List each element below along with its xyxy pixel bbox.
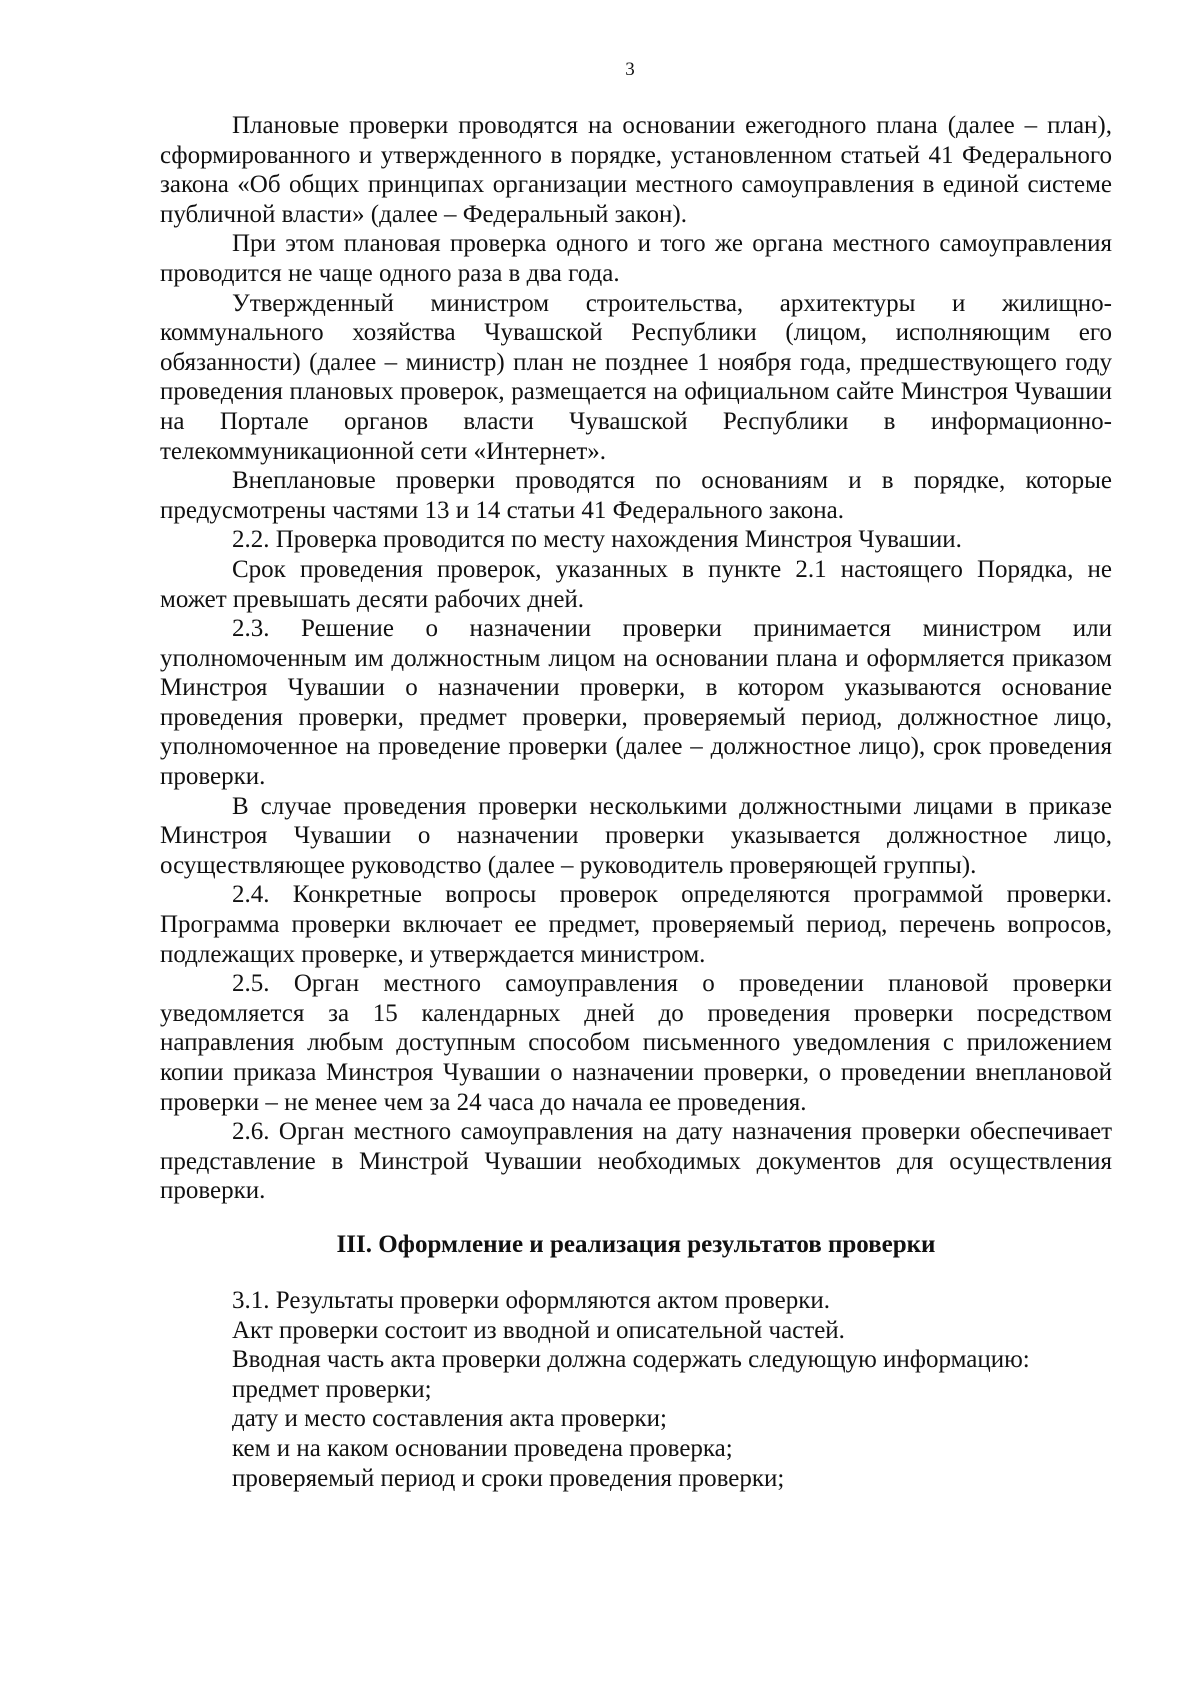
- section-line: проверяемый период и сроки проведения проверки;: [232, 1464, 785, 1492]
- paragraph: 2.3. Решение о назначении проверки принимается министром или уполномоченным им должностным лицом на основании плана и оформляется приказом Минстроя Чувашии о назначении проверки, в котором указываются основание проведения проверки, предмет проверки, проверяемый период, должностное лицо, уполномоченное на проведение проверки (далее – должностное лицо), срок проведения проверки.: [160, 615, 1112, 791]
- paragraph: 2.2. Проверка проводится по месту нахождения Минстроя Чувашии.: [232, 526, 962, 554]
- section-line: Акт проверки состоит из вводной и описательной частей.: [232, 1316, 845, 1344]
- page-number: 3: [625, 59, 635, 80]
- section-heading: III. Оформление и реализация результатов проверки: [336, 1230, 936, 1258]
- paragraph: При этом плановая проверка одного и того же органа местного самоуправления проводится не чаще одного раза в два года.: [160, 230, 1112, 287]
- section-line: кем и на каком основании проведена проверка;: [232, 1434, 733, 1462]
- paragraph: Плановые проверки проводятся на основании ежегодного плана (далее – план), сформированного и утвержденного в порядке, установленном статьей 41 Федерального закона «Об общих принципах организации местного самоуправления в единой системе публичной власти» (далее – Федеральный закон).: [160, 112, 1112, 228]
- paragraph: 2.6. Орган местного самоуправления на дату назначения проверки обеспечивает представление в Минстрой Чувашии необходимых документов для осуществления проверки.: [160, 1118, 1112, 1205]
- section-line: предмет проверки;: [232, 1375, 432, 1403]
- paragraph: Утвержденный министром строительства, архитектуры и жилищно-коммунального хозяйства Чувашской Республики (лицом, исполняющим его обязанности) (далее – министр) план не позднее 1 ноября года, предшествующего году проведения плановых проверок, размещается на официальном сайте Минстроя Чувашии на Портале органов власти Чувашской Республики в информационно-телекоммуникационной сети «Интернет».: [160, 289, 1112, 465]
- section-line: 3.1. Результаты проверки оформляются актом проверки.: [232, 1286, 831, 1314]
- paragraph: 2.5. Орган местного самоуправления о проведении плановой проверки уведомляется за 15 календарных дней до проведения проверки посредством направления любым доступным способом письменного уведомления с приложением копии приказа Минстроя Чувашии о назначении проверки, о проведении внеплановой проверки – не менее чем за 24 часа до начала ее проведения.: [160, 970, 1112, 1116]
- paragraph: 2.4. Конкретные вопросы проверок определяются программой проверки. Программа проверки включает ее предмет, проверяемый период, перечень вопросов, подлежащих проверке, и утверждается министром.: [160, 881, 1112, 968]
- document-body: [160, 111, 1112, 1493]
- paragraph: В случае проведения проверки несколькими должностными лицами в приказе Минстроя Чувашии о назначении проверки указывается должностное лицо, осуществляющее руководство (далее – руководитель проверяющей группы).: [160, 792, 1112, 879]
- section-content: [160, 1286, 1112, 1493]
- paragraph: Срок проведения проверок, указанных в пункте 2.1 настоящего Порядка, не может превышать десяти рабочих дней.: [160, 555, 1112, 613]
- section-line: дату и место составления акта проверки;: [232, 1405, 667, 1433]
- paragraph: Внеплановые проверки проводятся по основаниям и в порядке, которые предусмотрены частями 13 и 14 статьи 41 Федерального закона.: [160, 467, 1112, 524]
- section-line: Вводная часть акта проверки должна содержать следующую информацию:: [232, 1346, 1030, 1374]
